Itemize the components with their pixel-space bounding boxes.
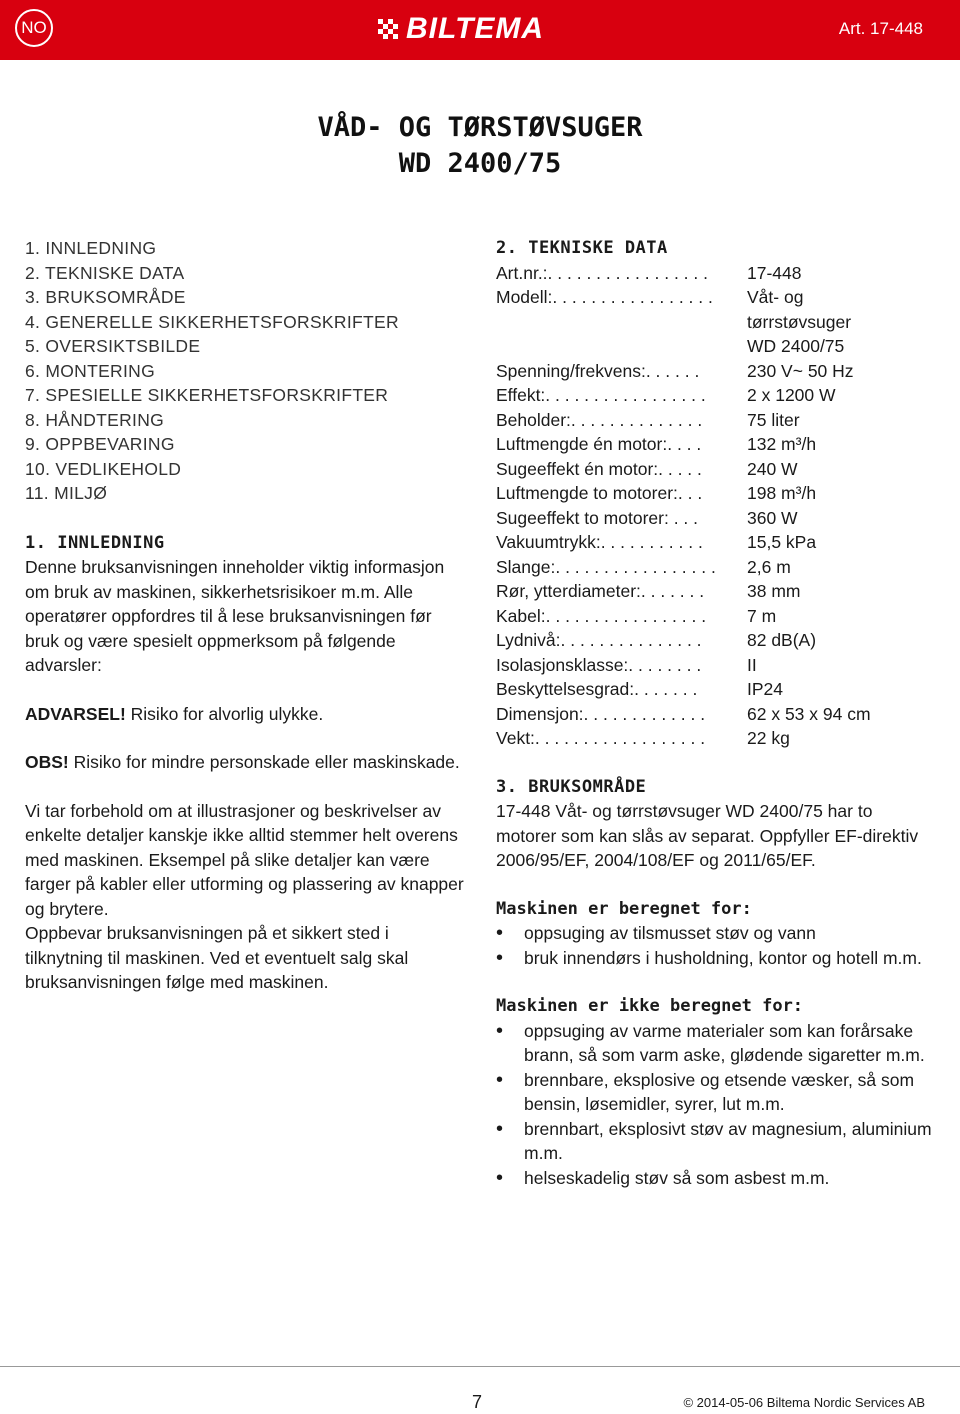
spec-row <box>496 628 936 653</box>
spec-row <box>496 383 936 408</box>
not-intended-heading: Maskinen er ikke beregnet for: <box>496 996 804 1016</box>
spec-label: Beskyttelsesgrad:. . . . . . . <box>496 679 698 699</box>
spec-label: Modell:. . . . . . . . . . . . . . . . . <box>496 287 713 307</box>
intro-heading: 1. INNLEDNING <box>25 532 165 553</box>
spec-value: 360 W <box>747 507 798 528</box>
spec-row <box>496 334 936 359</box>
spec-value: 22 kg <box>747 728 790 748</box>
intended-list <box>496 921 936 970</box>
spec-row <box>496 432 936 457</box>
spec-label: Sugeeffekt én motor:. . . . . <box>496 458 702 479</box>
spec-row <box>496 408 936 433</box>
spec-label: Sugeeffekt to motorer: . . . <box>496 507 699 528</box>
tech-heading: 2. TEKNISKE DATA <box>496 238 668 258</box>
page-number: 7 <box>472 1392 483 1412</box>
spec-row <box>496 457 936 482</box>
spec-label: Kabel:. . . . . . . . . . . . . . . . . <box>496 605 707 626</box>
model-title: WD 2400/75 <box>398 148 562 179</box>
list-item: • brennbart, eksplosivt støv av magnesium, aluminium m.m. <box>496 1117 936 1166</box>
intro-text: Denne bruksanvisningen inneholder viktig informasjon om bruk av maskinen, sikkerhetsrisikoer m.m. Alle operatører oppfordres til å lese bruksanvisningen før bruk og være spesielt oppmerksom på følgende advarsler: <box>25 557 445 675</box>
warning-label: ADVARSEL! <box>25 703 126 724</box>
disclaimer-text: Vi tar forbehold om at illustrasjoner og beskrivelser av enkelte detaljer kanskje ikke alltid stemmer helt overens med maskinen. Eksempel på slike detaljer kan være farger på kabler eller utforming og plassering av knapper og brytere. <box>25 800 464 919</box>
spec-value: II <box>747 654 757 675</box>
spec-row <box>496 677 936 702</box>
table-of-contents <box>25 236 465 506</box>
toc-item: 1. INNLEDNING <box>25 238 157 258</box>
spec-value: 38 mm <box>747 581 801 601</box>
spec-value: 198 m³/h <box>747 483 817 503</box>
intended-heading: Maskinen er beregnet for: <box>496 898 752 919</box>
spec-label: Slange:. . . . . . . . . . . . . . . . . <box>496 556 716 577</box>
not-intended-list <box>496 1019 936 1191</box>
spec-row <box>496 555 936 580</box>
spec-label: Vakuumtrykk:. . . . . . . . . . . <box>496 532 703 552</box>
spec-value: 62 x 53 x 94 cm <box>747 703 871 724</box>
list-item: • bruk innendørs i husholdning, kontor og hotell m.m. <box>496 946 936 971</box>
spec-row <box>496 285 936 310</box>
right-column <box>496 236 936 1190</box>
footer-divider <box>0 1366 960 1367</box>
language-badge: NO <box>15 9 53 47</box>
spec-value: tørrstøvsuger <box>747 311 852 332</box>
warning-text: Risiko for alvorlig ulykke. <box>125 703 324 724</box>
spec-row <box>496 579 936 604</box>
spec-row <box>496 604 936 629</box>
spec-value: 75 liter <box>747 409 800 430</box>
toc-item: 5. OVERSIKTSBILDE <box>25 336 201 356</box>
usage-text: 17-448 Våt- og tørrstøvsuger WD 2400/75 har to motorer som kan slås av separat. Oppfyller EF-direktiv 2006/95/EF, 2004/108/EF og 2011/65/EF. <box>496 801 919 870</box>
obs-label: OBS! <box>25 752 69 772</box>
spec-label: Luftmengde to motorer:. . . <box>496 483 703 503</box>
spec-row <box>496 310 936 335</box>
spec-label: Luftmengde én motor:. . . . <box>496 434 702 454</box>
spec-value: 132 m³/h <box>747 434 817 454</box>
spec-row <box>496 726 936 751</box>
toc-item: 11. MILJØ <box>25 483 108 503</box>
toc-item: 8. HÅNDTERING <box>25 409 165 430</box>
spec-label: Rør, ytterdiameter:. . . . . . . <box>496 581 705 601</box>
spec-label: Beholder:. . . . . . . . . . . . . . <box>496 409 703 430</box>
brand-wordmark: BILTEMA <box>406 12 545 45</box>
checkered-flag-icon <box>378 19 398 39</box>
spec-value: 2,6 m <box>747 556 791 577</box>
copyright-notice: © 2014-05-06 Biltema Nordic Services AB <box>683 1395 925 1410</box>
toc-item: 9. OPPBEVARING <box>25 434 175 454</box>
spec-row <box>496 653 936 678</box>
toc-item: 3. BRUKSOMRÅDE <box>25 287 186 307</box>
toc-item: 10. VEDLIKEHOLD <box>25 458 182 479</box>
toc-item: 7. SPESIELLE SIKKERHETSFORSKRIFTER <box>25 385 389 405</box>
spec-label: Effekt:. . . . . . . . . . . . . . . . . <box>496 385 706 405</box>
spec-value: IP24 <box>747 679 783 699</box>
spec-label: Art.nr.:. . . . . . . . . . . . . . . . . <box>496 262 708 283</box>
spec-value: 82 dB(A) <box>747 630 817 650</box>
toc-item: 6. MONTERING <box>25 360 155 381</box>
header-band <box>0 0 960 60</box>
list-item: • oppsuging av tilsmusset støv og vann <box>496 921 936 946</box>
spec-row <box>496 261 936 286</box>
spec-value: 230 V~ 50 Hz <box>747 360 854 381</box>
spec-label: Lydnivå:. . . . . . . . . . . . . . . <box>496 630 702 650</box>
spec-value: WD 2400/75 <box>747 336 845 356</box>
biltema-logo <box>378 13 544 45</box>
spec-row <box>496 702 936 727</box>
left-column <box>25 236 465 995</box>
storage-text: Oppbevar bruksanvisningen på et sikkert sted i tilknytning til maskinen. Ved et eventuelt salg skal bruksanvisningen følge med maskinen. <box>25 923 409 992</box>
toc-item: 2. TEKNISKE DATA <box>25 262 185 283</box>
spec-label: Spenning/frekvens:. . . . . . <box>496 360 700 381</box>
obs-text: Risiko for mindre personskade eller maskinskade. <box>68 752 460 772</box>
list-item: • brennbare, eksplosive og etsende væsker, så som bensin, løsemidler, syrer, lut m.m. <box>496 1068 936 1117</box>
document-title: VÅD- OG TØRSTØVSUGER <box>317 112 643 143</box>
warning-line <box>25 702 465 727</box>
spec-value: 7 m <box>747 605 777 626</box>
spec-value: 2 x 1200 W <box>747 385 836 405</box>
toc-item: 4. GENERELLE SIKKERHETSFORSKRIFTER <box>25 311 399 332</box>
usage-heading: 3. BRUKSOMRÅDE <box>496 776 647 797</box>
spec-row <box>496 530 936 555</box>
list-item: • helseskadelig støv så som asbest m.m. <box>496 1166 936 1191</box>
spec-label: Vekt:. . . . . . . . . . . . . . . . . . <box>496 728 706 748</box>
spec-value: 17-448 <box>747 262 802 283</box>
list-item: • oppsuging av varme materialer som kan forårsake brann, så som varm aske, glødende sigaretter m.m. <box>496 1019 936 1068</box>
spec-value: Våt- og <box>747 287 804 307</box>
spec-value: 15,5 kPa <box>747 532 817 552</box>
spec-value: 240 W <box>747 458 798 479</box>
article-number: Art. 17-448 <box>838 19 923 38</box>
spec-row <box>496 481 936 506</box>
spec-label: Dimensjon:. . . . . . . . . . . . . <box>496 703 706 724</box>
spec-row <box>496 506 936 531</box>
obs-line <box>25 750 465 775</box>
spec-table <box>496 261 936 751</box>
spec-label: Isolasjonsklasse:. . . . . . . . <box>496 654 702 675</box>
spec-row <box>496 359 936 384</box>
